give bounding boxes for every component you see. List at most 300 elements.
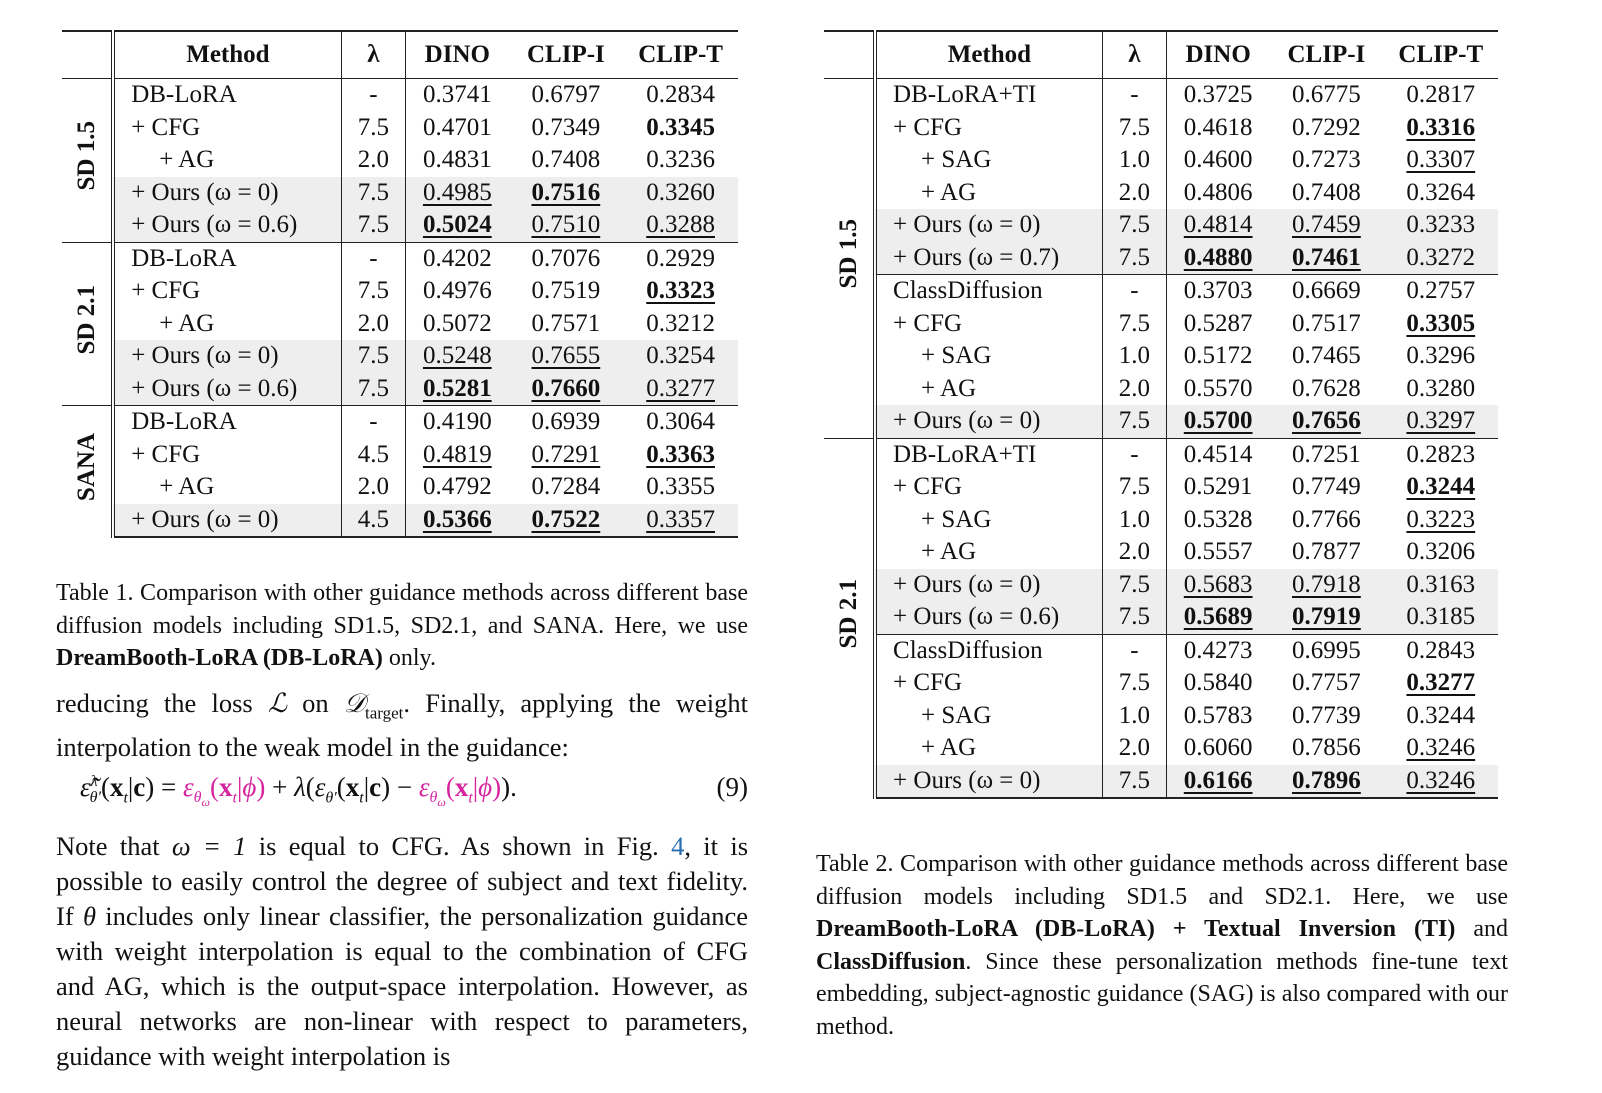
score-value: 0.3307 bbox=[1406, 146, 1476, 174]
table-row bbox=[62, 79, 738, 112]
dino-cell: 0.5072 bbox=[406, 308, 509, 341]
table-2-header-row bbox=[824, 31, 1498, 79]
method-cell: + CFG bbox=[113, 439, 341, 472]
clipt-cell bbox=[623, 504, 738, 538]
method-cell: + CFG bbox=[113, 275, 341, 308]
lambda-cell: 1.0 bbox=[1102, 504, 1166, 537]
lambda-cell: 7.5 bbox=[1102, 242, 1166, 275]
group-label bbox=[62, 79, 113, 243]
score-value: 0.3363 bbox=[646, 440, 715, 468]
dino-cell: 0.5291 bbox=[1167, 471, 1270, 504]
score-value: 0.7655 bbox=[531, 342, 601, 370]
clipt-cell: 0.3163 bbox=[1384, 569, 1498, 602]
table-1-header-clipt: CLIP-T bbox=[623, 31, 738, 79]
lambda-cell: - bbox=[341, 242, 406, 275]
lambda-cell: - bbox=[341, 79, 406, 112]
score-value: 0.5700 bbox=[1183, 407, 1253, 435]
score-value: 0.3246 bbox=[1406, 766, 1476, 794]
method-cell: + SAG bbox=[875, 504, 1102, 537]
dino-cell bbox=[1167, 405, 1270, 438]
table-row bbox=[62, 112, 738, 145]
group-label bbox=[62, 406, 113, 538]
omega-symbol: ω = 1 bbox=[171, 831, 247, 861]
clipi-cell: 0.7076 bbox=[509, 242, 624, 275]
method-cell: + AG bbox=[875, 373, 1102, 406]
method-cell: + AG bbox=[113, 308, 341, 341]
paragraph-2 bbox=[56, 829, 748, 1074]
score-value: 0.3305 bbox=[1406, 309, 1476, 337]
clipt-cell: 0.2817 bbox=[1406, 81, 1476, 109]
clipi-cell bbox=[509, 177, 624, 210]
score-value: 0.4985 bbox=[422, 178, 492, 206]
method-cell: + Ours (ω = 0) bbox=[875, 209, 1102, 242]
score-value: 0.3277 bbox=[646, 374, 715, 402]
table-row bbox=[824, 340, 1498, 373]
score-value: 0.7510 bbox=[531, 211, 601, 239]
score-value: 0.7656 bbox=[1292, 407, 1361, 435]
paragraph-1-text-b: on bbox=[286, 688, 344, 718]
table-2-body bbox=[824, 79, 1498, 799]
lambda-cell: - bbox=[1102, 275, 1166, 308]
dino-cell bbox=[406, 439, 509, 472]
clipi-cell: 0.7273 bbox=[1292, 146, 1361, 174]
lambda-cell: 7.5 bbox=[1102, 601, 1166, 634]
paragraph-1-text-c: . Finally, applying the weight interpolation to the weak model in the guidance: bbox=[56, 688, 749, 763]
score-value: 0.3277 bbox=[1406, 669, 1476, 697]
dino-cell: 0.4514 bbox=[1167, 438, 1270, 471]
method-cell: ClassDiffusion bbox=[875, 275, 1102, 308]
clipt-cell: 0.3264 bbox=[1406, 178, 1476, 206]
table-2-header-method: Method bbox=[875, 31, 1102, 79]
clipt-cell bbox=[1384, 308, 1498, 341]
table-row bbox=[824, 373, 1498, 406]
method-cell: + AG bbox=[875, 536, 1102, 569]
lambda-cell: 7.5 bbox=[341, 340, 406, 373]
method-cell: DB-LoRA bbox=[113, 406, 341, 439]
equation-number: (9) bbox=[716, 772, 748, 802]
clipt-cell: 0.3355 bbox=[646, 473, 715, 501]
lambda-cell: 4.5 bbox=[341, 504, 406, 538]
table-row bbox=[824, 405, 1498, 438]
dino-cell: 0.4273 bbox=[1167, 634, 1270, 667]
lambda-cell: 2.0 bbox=[341, 471, 406, 504]
score-value: 0.4814 bbox=[1183, 211, 1253, 239]
group-label-text: SD 2.1 bbox=[834, 579, 862, 649]
score-value: 0.7522 bbox=[531, 505, 601, 533]
method-cell: ClassDiffusion bbox=[875, 634, 1102, 667]
table-row bbox=[824, 732, 1498, 765]
score-value: 0.3246 bbox=[1406, 734, 1476, 762]
table-row bbox=[62, 308, 738, 341]
table-row bbox=[62, 275, 738, 308]
method-cell: + Ours (ω = 0.6) bbox=[113, 209, 341, 242]
lambda-cell: 2.0 bbox=[1102, 373, 1166, 406]
equation-9 bbox=[80, 772, 748, 811]
dino-cell bbox=[1167, 209, 1270, 242]
dino-cell bbox=[1167, 569, 1270, 602]
score-value: 0.7660 bbox=[531, 374, 601, 402]
method-cell: DB-LoRA bbox=[113, 79, 341, 112]
method-cell: DB-LoRA bbox=[113, 242, 341, 275]
table-1-caption-end: only. bbox=[382, 645, 436, 671]
table-row bbox=[824, 308, 1498, 341]
table-row bbox=[824, 79, 1498, 112]
lambda-cell: - bbox=[1102, 438, 1166, 471]
clipt-cell: 0.3233 bbox=[1384, 209, 1498, 242]
group-label bbox=[824, 438, 875, 798]
paragraph-2-text-b: is equal to CFG. As shown in Fig. bbox=[246, 831, 672, 861]
score-value: 0.3316 bbox=[1406, 113, 1476, 141]
table-2-header-dino: DINO bbox=[1167, 31, 1270, 79]
score-value: 0.7516 bbox=[531, 178, 601, 206]
lambda-cell: 7.5 bbox=[1102, 569, 1166, 602]
dino-cell: 0.3741 bbox=[406, 79, 509, 112]
lambda-cell: 7.5 bbox=[1102, 667, 1166, 700]
table-1-header-row bbox=[62, 31, 738, 79]
table-row bbox=[62, 177, 738, 210]
clipi-cell: 0.7408 bbox=[531, 146, 601, 174]
clipt-cell: 0.3272 bbox=[1384, 242, 1498, 275]
method-cell: + Ours (ω = 0) bbox=[875, 405, 1102, 438]
clipi-cell: 0.6797 bbox=[531, 81, 601, 109]
dataset-subscript: target bbox=[365, 703, 404, 723]
dino-cell bbox=[406, 373, 509, 406]
table-row bbox=[62, 439, 738, 472]
method-cell: + AG bbox=[113, 144, 341, 177]
clipt-cell: 0.3244 bbox=[1406, 701, 1476, 729]
clipt-cell bbox=[1384, 504, 1498, 537]
dino-cell bbox=[1167, 765, 1270, 799]
lambda-cell: - bbox=[1102, 634, 1166, 667]
method-cell: + Ours (ω = 0) bbox=[875, 765, 1102, 799]
clipi-cell bbox=[1269, 601, 1383, 634]
table-row bbox=[824, 144, 1498, 177]
table-1-body bbox=[62, 79, 738, 538]
lambda-cell: 2.0 bbox=[1102, 536, 1166, 569]
clipi-cell bbox=[509, 373, 624, 406]
method-cell: + AG bbox=[875, 732, 1102, 765]
clipi-cell: 0.7757 bbox=[1292, 669, 1361, 697]
clipi-cell: 0.7408 bbox=[1292, 178, 1361, 206]
group-label-text: SD 2.1 bbox=[72, 284, 100, 354]
clipt-cell: 0.3260 bbox=[623, 177, 738, 210]
table-row bbox=[824, 765, 1498, 799]
table-2-caption-bold-2: ClassDiffusion bbox=[816, 948, 966, 975]
lambda-cell: 7.5 bbox=[1102, 405, 1166, 438]
score-value: 0.7919 bbox=[1292, 603, 1361, 631]
dino-cell: 0.4701 bbox=[406, 112, 509, 145]
lambda-cell: - bbox=[341, 406, 406, 439]
score-value: 0.7896 bbox=[1292, 766, 1361, 794]
clipi-cell: 0.6939 bbox=[509, 406, 624, 439]
table-row bbox=[62, 144, 738, 177]
lambda-cell: 7.5 bbox=[1102, 112, 1166, 145]
score-value: 0.5366 bbox=[422, 505, 492, 533]
method-cell: + Ours (ω = 0) bbox=[113, 177, 341, 210]
clipt-cell: 0.3206 bbox=[1406, 538, 1476, 566]
dino-cell: 0.4806 bbox=[1167, 177, 1270, 210]
dino-cell: 0.3703 bbox=[1167, 275, 1270, 308]
lambda-cell: 7.5 bbox=[341, 373, 406, 406]
clipi-cell bbox=[509, 209, 624, 242]
clipi-cell bbox=[509, 439, 624, 472]
score-value: 0.3297 bbox=[1406, 407, 1476, 435]
method-cell: DB-LoRA+TI bbox=[875, 79, 1102, 112]
method-cell: + AG bbox=[113, 471, 341, 504]
clipi-cell: 0.7251 bbox=[1269, 438, 1383, 471]
score-value: 0.3223 bbox=[1406, 505, 1476, 533]
table-1-header-clipi: CLIP-I bbox=[509, 31, 624, 79]
score-value: 0.3244 bbox=[1406, 473, 1476, 501]
clipi-cell: 0.7465 bbox=[1292, 342, 1361, 370]
table-row bbox=[824, 112, 1498, 145]
table-2-caption-end: . Since these personalization methods fine-tune text embedding, subject-agnostic guidance (SAG) is also compared with our method. bbox=[816, 948, 1508, 1040]
table-row bbox=[824, 569, 1498, 602]
table-row bbox=[62, 373, 738, 406]
clipi-cell: 0.6995 bbox=[1269, 634, 1383, 667]
table-2-header-group bbox=[824, 31, 875, 79]
clipi-cell: 0.7571 bbox=[531, 309, 601, 337]
score-value: 0.4819 bbox=[422, 440, 492, 468]
lambda-cell: 1.0 bbox=[1102, 700, 1166, 733]
table-1-header-method: Method bbox=[113, 31, 341, 79]
clipt-cell: 0.2823 bbox=[1384, 438, 1498, 471]
score-value: 0.5683 bbox=[1183, 570, 1253, 598]
paragraph-2-text-d: includes only linear classifier, the personalization guidance with weight interpolation is equal to the combination of CFG and AG, which is the output-space interpolation. However, as neural networks are non-linear with respect to parameters, guidance with weight interpolation is bbox=[56, 901, 749, 1071]
method-cell: DB-LoRA+TI bbox=[875, 438, 1102, 471]
method-cell: + SAG bbox=[875, 144, 1102, 177]
lambda-cell: 4.5 bbox=[341, 439, 406, 472]
clipt-cell bbox=[623, 275, 738, 308]
score-value: 0.3288 bbox=[646, 211, 715, 239]
dino-cell bbox=[406, 504, 509, 538]
lambda-cell: 2.0 bbox=[1102, 177, 1166, 210]
clipi-cell bbox=[1269, 405, 1383, 438]
table-row bbox=[824, 209, 1498, 242]
dino-cell: 0.5570 bbox=[1167, 373, 1270, 406]
table-row bbox=[824, 177, 1498, 210]
clipt-cell: 0.2843 bbox=[1384, 634, 1498, 667]
table-row bbox=[62, 209, 738, 242]
method-cell: + SAG bbox=[875, 340, 1102, 373]
score-value: 0.6166 bbox=[1183, 766, 1253, 794]
table-2-caption bbox=[816, 848, 1508, 1043]
dino-cell bbox=[406, 340, 509, 373]
table-1-caption-bold: DreamBooth-LoRA (DB-LoRA) bbox=[56, 645, 383, 671]
score-value: 0.7291 bbox=[531, 440, 601, 468]
group-label bbox=[62, 242, 113, 406]
dino-cell: 0.3725 bbox=[1167, 79, 1270, 112]
table-row bbox=[824, 667, 1498, 700]
clipt-cell: 0.2757 bbox=[1384, 275, 1498, 308]
method-cell: + Ours (ω = 0) bbox=[875, 569, 1102, 602]
group-label bbox=[824, 79, 875, 439]
clipt-cell bbox=[1384, 732, 1498, 765]
table-2 bbox=[824, 30, 1498, 799]
clipi-cell: 0.7517 bbox=[1292, 309, 1361, 337]
clipt-cell: 0.3296 bbox=[1406, 342, 1476, 370]
table-2-caption-mid: and bbox=[1455, 916, 1508, 942]
clipt-cell bbox=[1384, 765, 1498, 799]
dino-cell: 0.5172 bbox=[1167, 340, 1270, 373]
clipt-cell: 0.3254 bbox=[623, 340, 738, 373]
clipt-cell: 0.2834 bbox=[646, 81, 715, 109]
table-1-header-dino: DINO bbox=[406, 31, 509, 79]
clipi-cell: 0.7856 bbox=[1292, 734, 1361, 762]
clipi-cell bbox=[1269, 569, 1383, 602]
method-cell: + CFG bbox=[875, 667, 1102, 700]
clipi-cell: 0.6775 bbox=[1292, 81, 1361, 109]
paragraph-2-text-a: Note that bbox=[56, 831, 172, 861]
dino-cell bbox=[406, 177, 509, 210]
clipi-cell: 0.7628 bbox=[1292, 374, 1361, 402]
dino-cell bbox=[1167, 242, 1270, 275]
clipi-cell: 0.7349 bbox=[531, 113, 601, 141]
clipt-cell bbox=[623, 209, 738, 242]
dino-cell: 0.4976 bbox=[406, 275, 509, 308]
clipt-cell bbox=[1384, 471, 1498, 504]
group-label-text: SANA bbox=[72, 432, 100, 502]
group-label-text: SD 1.5 bbox=[72, 121, 100, 191]
clipt-cell: 0.3185 bbox=[1384, 601, 1498, 634]
method-cell: + Ours (ω = 0.6) bbox=[875, 601, 1102, 634]
dino-cell: 0.4618 bbox=[1167, 112, 1270, 145]
dino-cell: 0.5840 bbox=[1167, 667, 1270, 700]
clipi-cell bbox=[1269, 242, 1383, 275]
table-2-caption-bold-1: DreamBooth-LoRA (DB-LoRA) + Textual Inversion (TI) bbox=[816, 916, 1456, 942]
score-value: 0.7461 bbox=[1292, 243, 1361, 271]
clipi-cell: 0.7292 bbox=[1292, 113, 1361, 141]
clipi-cell bbox=[509, 340, 624, 373]
paragraph-1 bbox=[56, 686, 748, 765]
score-value: 0.7459 bbox=[1292, 211, 1361, 239]
score-value: 0.3357 bbox=[646, 505, 715, 533]
lambda-cell: - bbox=[1102, 79, 1166, 112]
group-label-text: SD 1.5 bbox=[834, 219, 862, 289]
table-row bbox=[62, 242, 738, 275]
score-value: 0.4880 bbox=[1183, 243, 1253, 271]
clipi-cell: 0.7877 bbox=[1292, 538, 1361, 566]
table-row bbox=[824, 504, 1498, 537]
lambda-cell: 7.5 bbox=[1102, 471, 1166, 504]
lambda-cell: 1.0 bbox=[1102, 340, 1166, 373]
table-row bbox=[62, 471, 738, 504]
dino-cell: 0.5557 bbox=[1167, 536, 1270, 569]
method-cell: + Ours (ω = 0) bbox=[113, 340, 341, 373]
table-row bbox=[62, 504, 738, 538]
dino-cell: 0.4190 bbox=[406, 406, 509, 439]
table-row bbox=[824, 601, 1498, 634]
method-cell: + Ours (ω = 0.6) bbox=[113, 373, 341, 406]
table-2-header-clipi: CLIP-I bbox=[1269, 31, 1383, 79]
lambda-cell: 7.5 bbox=[1102, 765, 1166, 799]
clipt-cell bbox=[1384, 405, 1498, 438]
lambda-cell: 2.0 bbox=[341, 144, 406, 177]
table-row bbox=[824, 242, 1498, 275]
lambda-cell: 7.5 bbox=[341, 209, 406, 242]
dino-cell bbox=[1167, 601, 1270, 634]
clipt-cell: 0.3212 bbox=[646, 309, 715, 337]
table-1-header-lambda: λ bbox=[341, 31, 406, 79]
clipt-cell: 0.3236 bbox=[646, 146, 715, 174]
paragraph-1-text: reducing the loss bbox=[56, 688, 268, 718]
figure-4-link[interactable]: 4 bbox=[671, 831, 685, 861]
clipt-cell bbox=[623, 439, 738, 472]
clipi-cell bbox=[1269, 209, 1383, 242]
clipi-cell: 0.7749 bbox=[1292, 473, 1361, 501]
clipi-cell: 0.7739 bbox=[1292, 701, 1361, 729]
table-2-caption-text: Table 2. Comparison with other guidance methods across different base diffusion models including SD1.5 and SD2.1. Here, we use bbox=[816, 851, 1508, 910]
clipi-cell: 0.6669 bbox=[1269, 275, 1383, 308]
clipt-cell bbox=[1384, 112, 1498, 145]
score-value: 0.5248 bbox=[422, 342, 492, 370]
method-cell: + SAG bbox=[875, 700, 1102, 733]
method-cell: + AG bbox=[875, 177, 1102, 210]
clipi-cell: 0.7284 bbox=[531, 473, 601, 501]
table-2-header-lambda: λ bbox=[1102, 31, 1166, 79]
score-value: 0.7918 bbox=[1292, 570, 1361, 598]
paragraph-2-text-c: , it is possible to easily control the degree of subject and text fidelity. If bbox=[56, 831, 749, 931]
table-row bbox=[824, 471, 1498, 504]
score-value: 0.3345 bbox=[646, 113, 715, 141]
clipt-cell bbox=[623, 373, 738, 406]
table-row bbox=[62, 406, 738, 439]
lambda-cell: 7.5 bbox=[1102, 308, 1166, 341]
clipi-cell: 0.7519 bbox=[531, 277, 601, 305]
dino-cell: 0.4202 bbox=[406, 242, 509, 275]
dino-cell: 0.6060 bbox=[1167, 732, 1270, 765]
dino-cell: 0.4600 bbox=[1167, 144, 1270, 177]
dino-cell: 0.5783 bbox=[1167, 700, 1270, 733]
dino-cell: 0.4831 bbox=[406, 144, 509, 177]
method-cell: + Ours (ω = 0.7) bbox=[875, 242, 1102, 275]
clipi-cell bbox=[1269, 765, 1383, 799]
table-row bbox=[824, 634, 1498, 667]
lambda-cell: 7.5 bbox=[341, 112, 406, 145]
dino-cell: 0.5328 bbox=[1167, 504, 1270, 537]
method-cell: + CFG bbox=[875, 471, 1102, 504]
method-cell: + CFG bbox=[875, 308, 1102, 341]
table-row bbox=[824, 438, 1498, 471]
table-1-header-group bbox=[62, 31, 113, 79]
lambda-cell: 7.5 bbox=[341, 177, 406, 210]
table-row bbox=[824, 700, 1498, 733]
lambda-cell: 7.5 bbox=[1102, 209, 1166, 242]
dataset-symbol: 𝒟 bbox=[343, 688, 366, 718]
lambda-cell: 2.0 bbox=[341, 308, 406, 341]
table-1-caption bbox=[56, 577, 748, 675]
clipt-cell bbox=[1384, 144, 1498, 177]
clipt-cell: 0.3280 bbox=[1406, 374, 1476, 402]
score-value: 0.5024 bbox=[422, 211, 492, 239]
theta-symbol: θ bbox=[82, 901, 96, 931]
lambda-cell: 1.0 bbox=[1102, 144, 1166, 177]
dino-cell: 0.4792 bbox=[406, 471, 509, 504]
clipi-cell: 0.7766 bbox=[1292, 505, 1361, 533]
table-2-header-clipt: CLIP-T bbox=[1384, 31, 1498, 79]
clipt-cell: 0.3064 bbox=[623, 406, 738, 439]
table-1 bbox=[62, 30, 738, 538]
table-row bbox=[62, 340, 738, 373]
dino-cell: 0.5287 bbox=[1167, 308, 1270, 341]
table-1-caption-text: Table 1. Comparison with other guidance methods across different base diffusion models including SD1.5, SD2.1, and SANA. Here, we use bbox=[56, 580, 748, 639]
score-value: 0.5689 bbox=[1183, 603, 1253, 631]
method-cell: + Ours (ω = 0) bbox=[113, 504, 341, 538]
clipt-cell bbox=[623, 112, 738, 145]
lambda-cell: 7.5 bbox=[341, 275, 406, 308]
lambda-cell: 2.0 bbox=[1102, 732, 1166, 765]
clipt-cell: 0.2929 bbox=[623, 242, 738, 275]
